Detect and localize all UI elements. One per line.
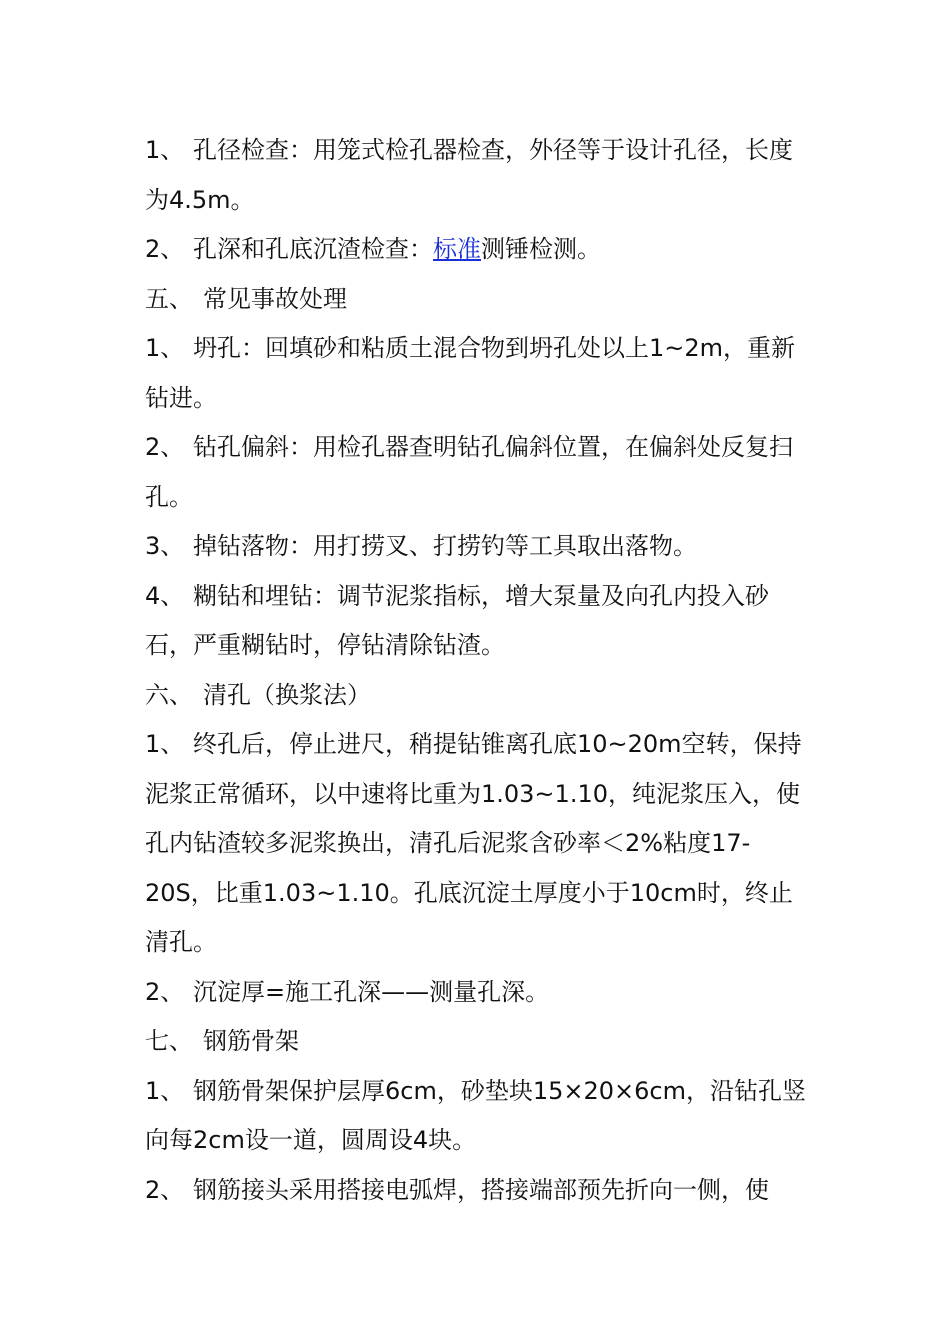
paragraph-text: 掉钻落物：用打捞叉、打捞钓等工具取出落物。 [193,532,697,560]
paragraph-dropped-drill [145,522,810,572]
item-number: 2、 [145,433,185,461]
paragraph-hole-collapse [145,324,810,423]
item-number: 1、 [145,1076,185,1105]
section-number: 七、 [145,1027,193,1055]
paragraph-text: 孔深和孔底沉渣检查： [193,235,433,263]
paragraph-text: 沉淀厚=施工孔深——测量孔深。 [193,977,550,1006]
paragraph-hole-deviation [145,423,810,522]
section-number: 五、 [145,284,193,313]
paragraph-final-hole-cleaning [145,720,810,968]
section-heading-rebar-cage [145,1017,810,1067]
item-number: 4、 [145,581,185,610]
paragraph-hole-diameter-check [145,126,810,225]
section-title: 常见事故处理 [203,284,347,313]
standard-link[interactable]: 标准 [433,235,481,263]
section-heading-hole-cleaning [145,671,810,721]
paragraph-rebar-joint [145,1166,810,1216]
paragraph-text: 测锤检测。 [481,235,601,263]
item-number: 1、 [145,136,185,164]
document-body [145,126,810,1215]
paragraph-text: 坍孔：回填砂和粘质土混合物到坍孔处以上1~2m，重新钻进。 [145,334,796,412]
item-number: 2、 [145,1175,185,1204]
item-number: 2、 [145,977,185,1006]
paragraph-rebar-cover [145,1067,810,1166]
paragraph-stuck-drill [145,572,810,671]
paragraph-text: 孔径检查：用笼式检孔器检查，外径等于设计孔径，长度为4.5m。 [145,136,793,214]
item-number: 2、 [145,235,185,263]
section-number: 六、 [145,680,193,709]
item-number: 1、 [145,334,185,362]
item-number: 3、 [145,532,185,560]
section-title: 钢筋骨架 [203,1027,299,1055]
section-title: 清孔（换浆法） [203,680,371,709]
paragraph-text: 钻孔偏斜：用检孔器查明钻孔偏斜位置，在偏斜处反复扫孔。 [145,433,793,511]
section-heading-accident-handling [145,275,810,325]
paragraph-text: 钢筋骨架保护层厚6cm，砂垫块15×20×6cm，沿钻孔竖向每2cm设一道，圆周设4块。 [145,1076,806,1154]
item-number: 1、 [145,730,185,758]
paragraph-hole-depth-check [145,225,810,275]
paragraph-sediment-thickness [145,968,810,1018]
paragraph-text: 糊钻和埋钻：调节泥浆指标，增大泵量及向孔内投入砂石，严重糊钻时，停钻清除钻渣。 [145,581,769,659]
paragraph-text: 钢筋接头采用搭接电弧焊，搭接端部预先折向一侧，使 [193,1175,769,1204]
paragraph-text: 终孔后，停止进尺，稍提钻锥离孔底10~20m空转，保持泥浆正常循环，以中速将比重为1.03~1.10，纯泥浆压入，使孔内钻渣较多泥浆换出，清孔后泥浆含砂率＜2%粘度17-20S，比重1.03~1.10。孔底沉淀土厚度小于10cm时，终止清孔。 [145,730,802,956]
